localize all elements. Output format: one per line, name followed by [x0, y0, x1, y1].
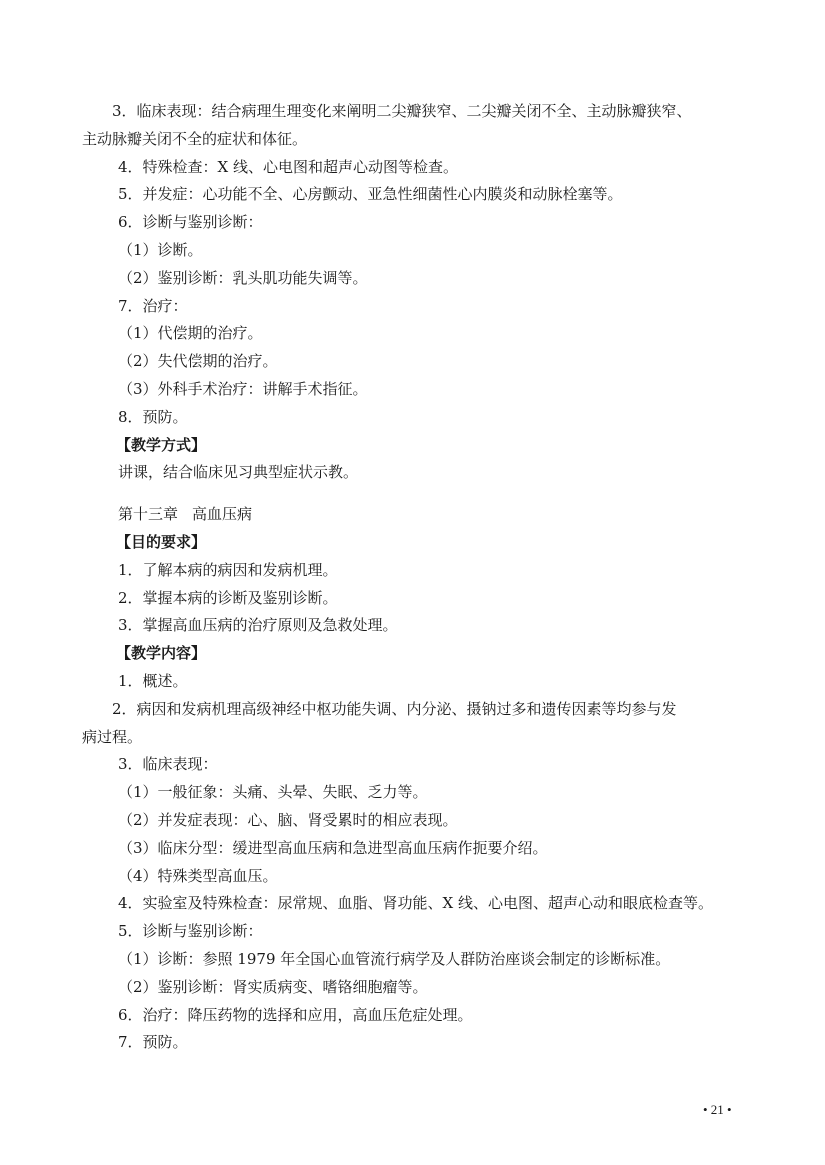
list-item: 1．了解本病的病因和发病机理。	[118, 560, 338, 579]
list-item: 3．掌握高血压病的治疗原则及急救处理。	[118, 616, 398, 635]
goals-heading: 【目的要求】	[116, 532, 207, 551]
teaching-method-text: 讲课，结合临床见习典型症状示教。	[118, 463, 359, 482]
page-number: • 21 •	[703, 1102, 732, 1117]
content-heading: 【教学内容】	[116, 644, 207, 663]
list-item: 5．诊断与鉴别诊断：	[118, 922, 263, 941]
chapter-label: 第十三章	[118, 505, 179, 524]
list-item: 5．并发症：心功能不全、心房颤动、亚急性细菌性心内膜炎和动脉栓塞等。	[118, 185, 623, 204]
list-item: （2）鉴别诊断：肾实质病变、嗜铬细胞瘤等。	[118, 977, 428, 996]
list-item: （1）诊断：参照 1979 年全国心血管流行病学及人群防治座谈会制定的诊断标准。	[118, 949, 671, 968]
list-item: 1．概述。	[118, 671, 188, 690]
list-item: 7．治疗：	[118, 296, 188, 315]
paragraph-clinical-manifestation-line1: 3．临床表现：结合病理生理变化来阐明二尖瓣狭窄、二尖瓣关闭不全、主动脉瓣狭窄、	[112, 102, 692, 120]
list-item: 4．实验室及特殊检查：尿常规、血脂、肾功能、X 线、心电图、超声心动和眼底检查等。	[118, 894, 713, 913]
paragraph-etiology-line1: 2．病因和发病机理高级神经中枢功能失调、内分泌、摄钠过多和遗传因素等均参与发	[112, 699, 677, 718]
list-item: 3．临床表现：	[118, 755, 218, 774]
chapter-name: 高血压病	[192, 505, 253, 524]
list-item: 7．预防。	[118, 1033, 188, 1052]
list-item: 2．掌握本病的诊断及鉴别诊断。	[118, 588, 338, 607]
list-item: （2）失代偿期的治疗。	[118, 352, 278, 371]
paragraph-etiology-line2: 病过程。	[82, 727, 143, 746]
chapter-title	[82, 501, 750, 529]
list-item: （4）特殊类型高血压。	[118, 866, 278, 885]
list-item: （3）外科手术治疗：讲解手术指征。	[118, 379, 368, 398]
teaching-method-heading: 【教学方式】	[116, 435, 207, 454]
list-item: 8．预防。	[118, 407, 188, 426]
list-item: （1）一般征象：头痛、头晕、失眠、乏力等。	[118, 783, 428, 802]
list-item: 4．特殊检查：X 线、心电图和超声心动图等检查。	[118, 157, 458, 176]
paragraph-clinical-manifestation-line2: 主动脉瓣关闭不全的症状和体征。	[82, 129, 308, 148]
page-content	[82, 98, 750, 1057]
list-item: 6．诊断与鉴别诊断：	[118, 213, 263, 232]
list-item: （3）临床分型：缓进型高血压病和急进型高血压病作扼要介绍。	[118, 838, 548, 857]
list-item: （1）代偿期的治疗。	[118, 324, 263, 343]
list-item: （2）并发症表现：心、脑、肾受累时的相应表现。	[118, 810, 458, 829]
list-item: 6．治疗：降压药物的选择和应用，高血压危症处理。	[118, 1005, 473, 1024]
list-item: （1）诊断。	[118, 240, 203, 259]
list-item: （2）鉴别诊断：乳头肌功能失调等。	[118, 268, 368, 287]
